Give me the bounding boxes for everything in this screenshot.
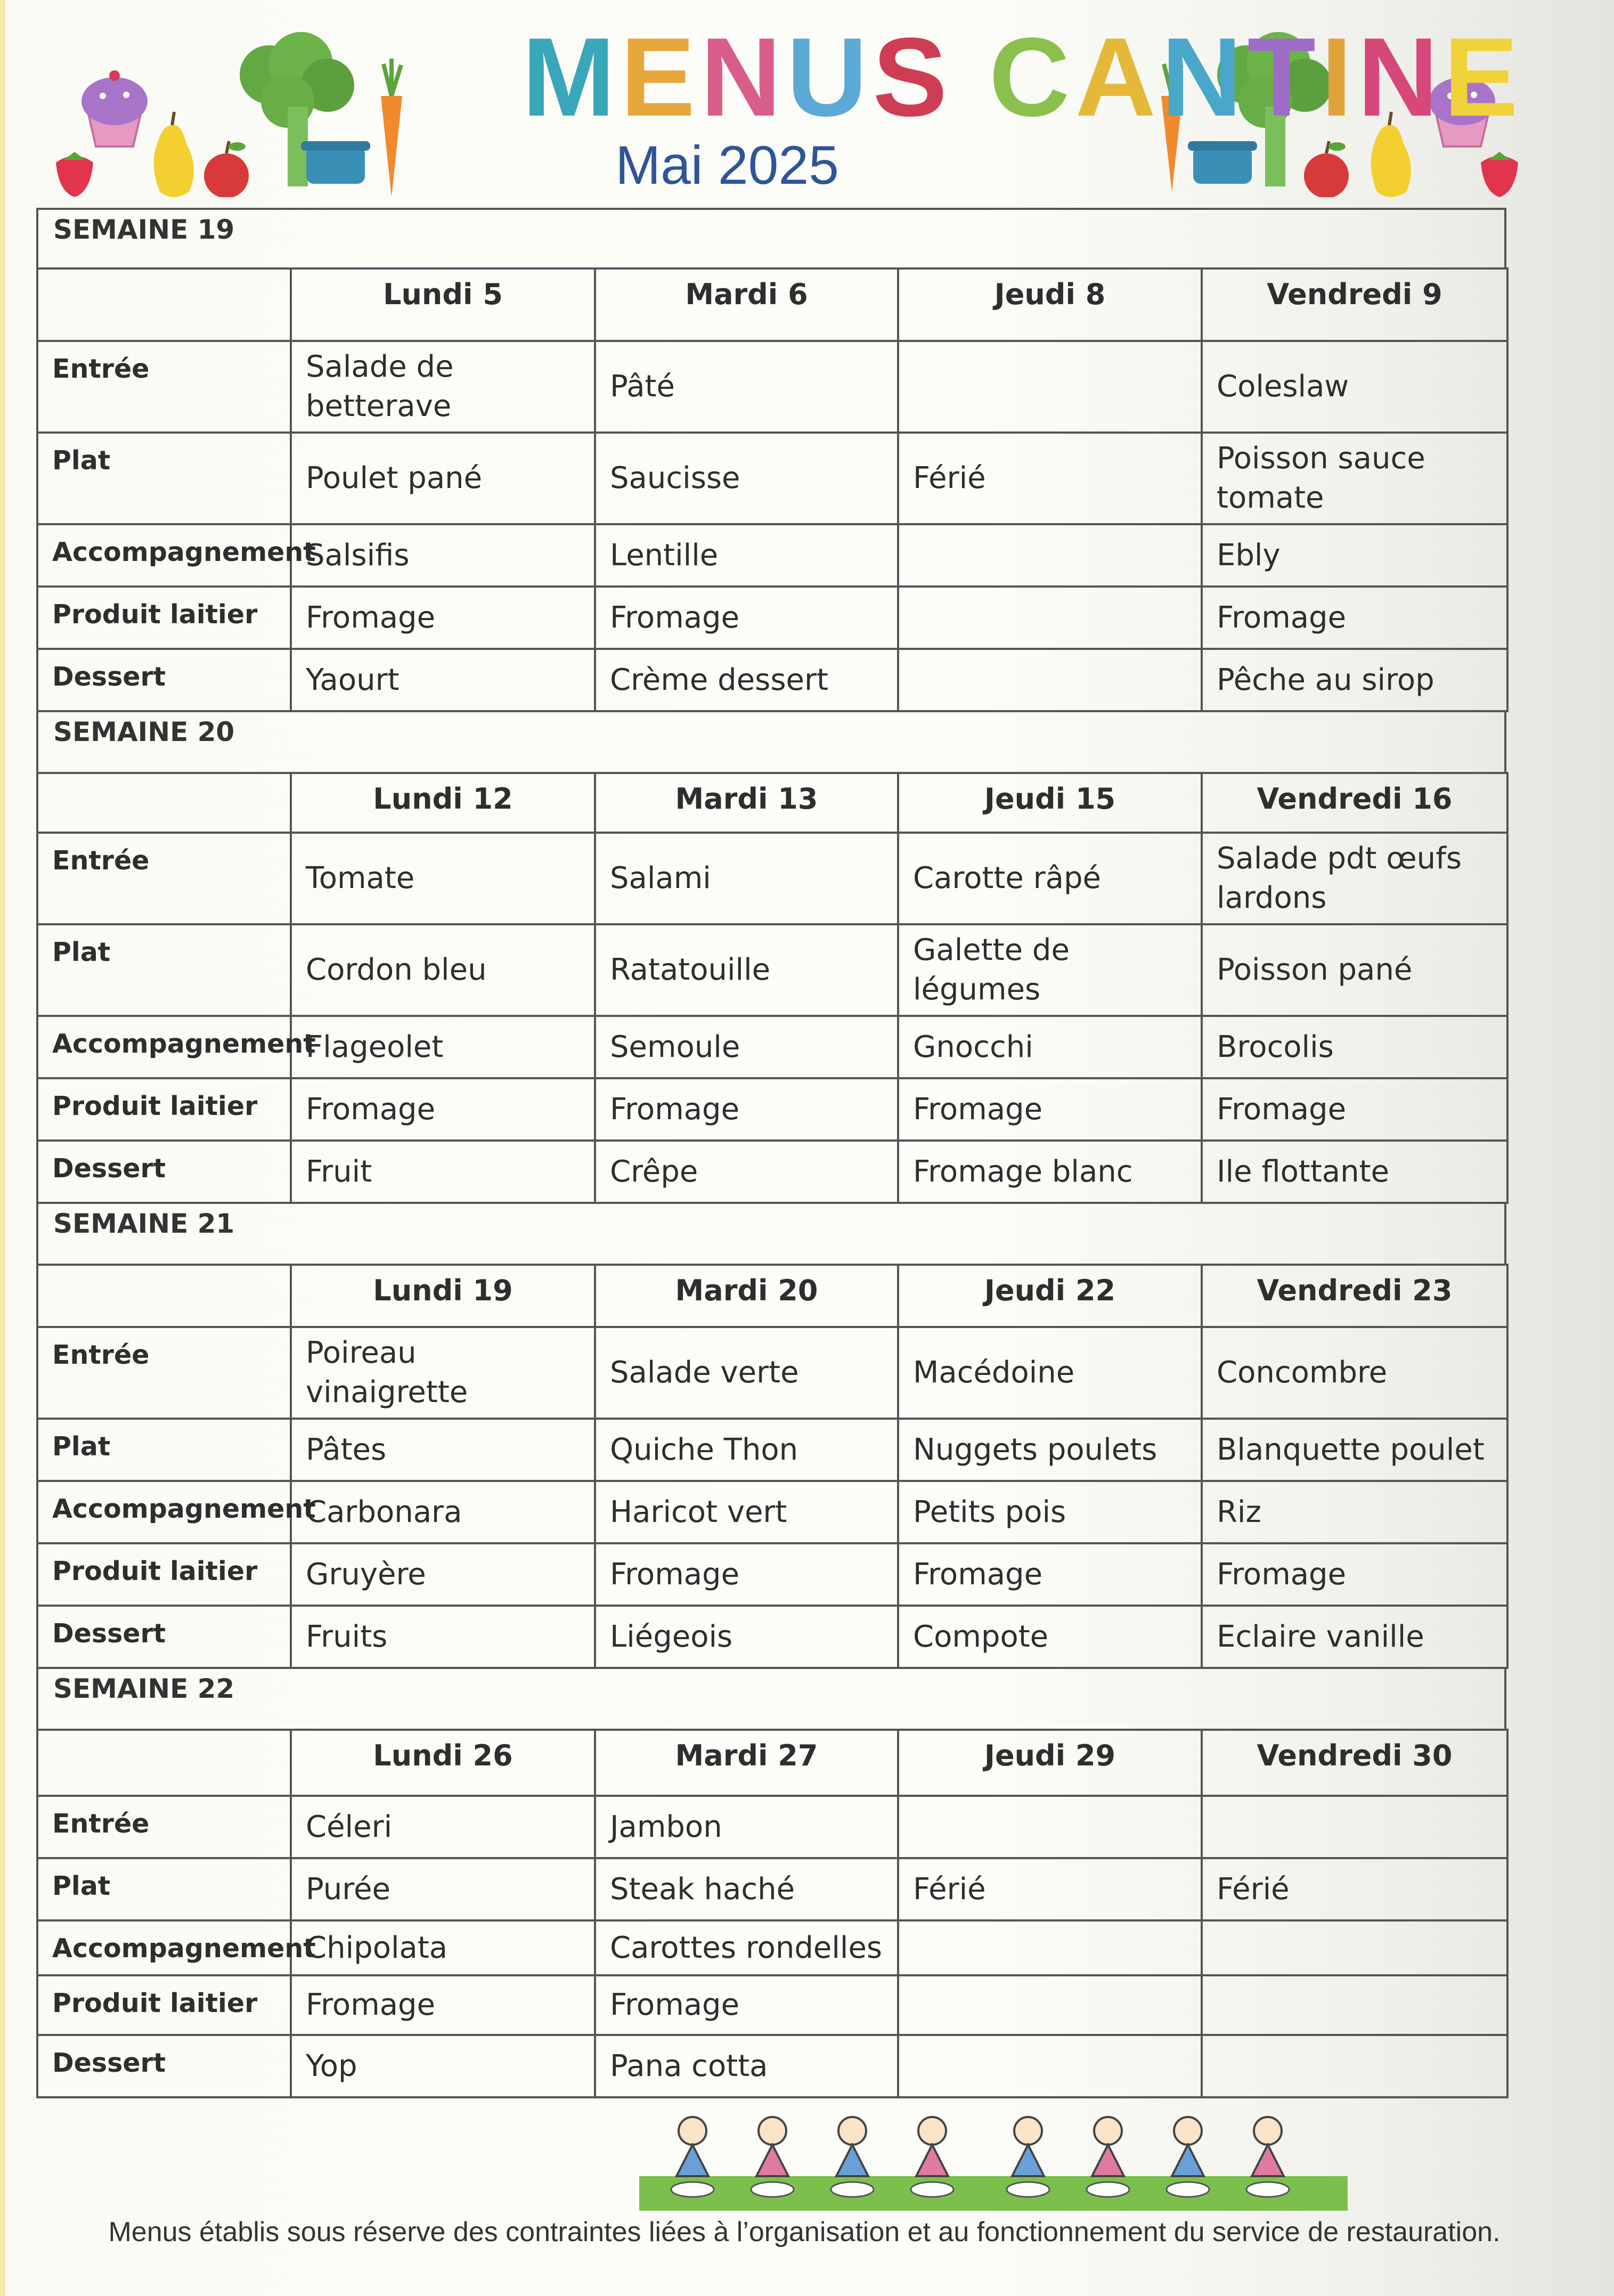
row-label: Produit laitier — [37, 1543, 291, 1606]
menu-cell: Purée — [291, 1858, 595, 1920]
menu-table — [36, 1729, 1509, 2098]
plate-icon — [1167, 2182, 1209, 2197]
menu-cell: Yop — [291, 2035, 595, 2097]
row-label: Accompagnement — [37, 1481, 291, 1543]
day-header: Vendredi 9 — [1202, 268, 1507, 341]
row-label: Plat — [37, 924, 291, 1016]
table-row — [37, 833, 1507, 924]
menu-cell: Fromage — [1202, 1543, 1507, 1606]
menu-cell — [898, 341, 1202, 433]
week-21 — [36, 1204, 1506, 1669]
corner-cell — [37, 1730, 291, 1796]
menu-cell — [1202, 1920, 1507, 1975]
child-icon — [836, 2117, 868, 2176]
menu-table — [36, 267, 1509, 712]
plate-icon — [1087, 2182, 1129, 2197]
menu-cell: Fromage — [291, 1078, 595, 1141]
day-header: Lundi 12 — [291, 773, 595, 833]
child-icon — [1012, 2117, 1044, 2176]
day-header: Lundi 26 — [291, 1730, 595, 1796]
menu-cell: Salade pdt œufs lardons — [1202, 833, 1507, 924]
apple-icon — [204, 141, 249, 197]
table-row — [37, 1920, 1507, 1975]
menu-cell: Semoule — [595, 1016, 898, 1078]
table-row — [37, 2035, 1507, 2097]
menu-cell: Nuggets poulets — [898, 1419, 1202, 1481]
menu-cell: Pâtes — [291, 1419, 595, 1481]
menu-cell: Haricot vert — [595, 1481, 898, 1543]
day-header-row — [37, 1265, 1507, 1327]
menu-cell: Fromage — [291, 587, 595, 649]
menu-cell: Ile flottante — [1202, 1141, 1507, 1203]
row-label: Produit laitier — [37, 1975, 291, 2035]
title-letter: M — [522, 14, 621, 140]
title-letter: C — [989, 14, 1075, 140]
menu-cell: Petits pois — [898, 1481, 1202, 1543]
day-header: Jeudi 22 — [898, 1265, 1202, 1327]
table-row — [37, 1327, 1507, 1419]
day-header: Vendredi 16 — [1202, 773, 1507, 833]
pot-icon — [1188, 141, 1257, 184]
table-row — [37, 1796, 1507, 1858]
child-icon — [756, 2117, 788, 2176]
table-row — [37, 1858, 1507, 1920]
menu-cell: Ebly — [1202, 524, 1507, 587]
week-label: SEMAINE 20 — [36, 712, 1506, 772]
menu-cell: Flageolet — [291, 1016, 595, 1078]
menu-cell: Férié — [1202, 1858, 1507, 1920]
menu-cell: Poulet pané — [291, 433, 595, 524]
menu-tables — [36, 208, 1506, 2098]
menu-cell: Riz — [1202, 1481, 1507, 1543]
week-label: SEMAINE 22 — [36, 1669, 1506, 1729]
menu-cell: Carbonara — [291, 1481, 595, 1543]
day-header: Jeudi 29 — [898, 1730, 1202, 1796]
row-label: Accompagnement — [37, 1016, 291, 1078]
child-icon — [1252, 2117, 1284, 2176]
corner-cell — [37, 773, 291, 833]
menu-cell: Yaourt — [291, 649, 595, 711]
plate-icon — [911, 2182, 953, 2197]
menu-cell: Salsifis — [291, 524, 595, 587]
menu-cell: Chipolata — [291, 1920, 595, 1975]
plate-icon — [751, 2182, 794, 2197]
menu-cell: Fromage — [595, 1543, 898, 1606]
row-label: Dessert — [37, 2035, 291, 2097]
title-letter: N — [1161, 14, 1248, 140]
table-row — [37, 524, 1507, 587]
title-letter — [952, 21, 989, 133]
menu-cell: Coleslaw — [1202, 341, 1507, 433]
menu-cell: Cordon bleu — [291, 924, 595, 1016]
child-icon — [1172, 2117, 1204, 2176]
strawberry-icon — [1481, 152, 1518, 197]
menu-cell: Ratatouille — [595, 924, 898, 1016]
menu-cell: Fromage — [1202, 587, 1507, 649]
table-row — [37, 924, 1507, 1016]
menu-table — [36, 772, 1509, 1204]
menu-cell: Quiche Thon — [595, 1419, 898, 1481]
menu-cell: Fromage — [595, 1975, 898, 2035]
menu-cell: Brocolis — [1202, 1016, 1507, 1078]
menu-cell: Salade de betterave — [291, 341, 595, 433]
menu-cell: Férié — [898, 1858, 1202, 1920]
table-row — [37, 341, 1507, 433]
week-19 — [36, 208, 1506, 712]
menu-cell — [898, 2035, 1202, 2097]
title-letter: S — [873, 14, 953, 140]
table-row — [37, 1078, 1507, 1141]
cupcake-icon — [81, 70, 148, 146]
row-label: Accompagnement — [37, 524, 291, 587]
title-letter: A — [1075, 14, 1162, 140]
menu-cell: Céleri — [291, 1796, 595, 1858]
title-letter: N — [1357, 14, 1444, 140]
title-letter: E — [620, 14, 701, 140]
table-row — [37, 1141, 1507, 1203]
menu-cell: Fromage — [291, 1975, 595, 2035]
menu-cell: Liégeois — [595, 1606, 898, 1668]
day-header: Jeudi 15 — [898, 773, 1202, 833]
title-letter: I — [1321, 14, 1358, 140]
menu-cell: Férié — [898, 433, 1202, 524]
pear-icon — [154, 112, 194, 197]
week-20 — [36, 712, 1506, 1204]
child-icon — [916, 2117, 948, 2176]
pot-icon — [301, 141, 370, 184]
title-letter: U — [786, 14, 873, 140]
plate-icon — [1246, 2182, 1289, 2197]
menu-cell: Concombre — [1202, 1327, 1507, 1419]
day-header: Lundi 19 — [291, 1265, 595, 1327]
menu-cell: Blanquette poulet — [1202, 1419, 1507, 1481]
table-icon — [639, 2176, 1348, 2211]
row-label: Plat — [37, 1858, 291, 1920]
footer-note: Menus établis sous réserve des contraintes liées à l’organisation et au fonctionnement du service de restauration. — [108, 2217, 1501, 2248]
menu-cell: Pêche au sirop — [1202, 649, 1507, 711]
menu-cell: Gruyère — [291, 1543, 595, 1606]
table-row — [37, 433, 1507, 524]
menu-cell: Carottes rondelles — [595, 1920, 898, 1975]
menu-cell: Compote — [898, 1606, 1202, 1668]
row-label: Produit laitier — [37, 1078, 291, 1141]
row-label: Produit laitier — [37, 587, 291, 649]
menu-cell: Fromage — [898, 1078, 1202, 1141]
table-row — [37, 587, 1507, 649]
menu-cell: Salade verte — [595, 1327, 898, 1419]
menu-cell: Fromage — [595, 1078, 898, 1141]
title-letter: T — [1247, 14, 1322, 140]
week-label: SEMAINE 19 — [36, 208, 1506, 267]
menu-cell: Fromage — [595, 587, 898, 649]
table-row — [37, 1975, 1507, 2035]
title-letter: N — [700, 14, 787, 140]
menu-cell — [898, 1796, 1202, 1858]
day-header: Mardi 6 — [595, 268, 898, 341]
row-label: Entrée — [37, 1796, 291, 1858]
day-header-row — [37, 773, 1507, 833]
row-label: Dessert — [37, 1141, 291, 1203]
plate-icon — [831, 2182, 874, 2197]
menu-cell: Fromage — [1202, 1078, 1507, 1141]
child-icon — [1092, 2117, 1124, 2176]
row-label: Plat — [37, 433, 291, 524]
menu-cell — [1202, 1796, 1507, 1858]
menu-cell: Steak haché — [595, 1858, 898, 1920]
menu-cell: Pana cotta — [595, 2035, 898, 2097]
child-icon — [676, 2117, 708, 2176]
menu-cell: Poisson pané — [1202, 924, 1507, 1016]
menu-cell: Fruits — [291, 1606, 595, 1668]
menu-cell: Poisson sauce tomate — [1202, 433, 1507, 524]
menu-cell: Crêpe — [595, 1141, 898, 1203]
row-label: Accompagnement — [37, 1920, 291, 1975]
row-label: Dessert — [37, 1606, 291, 1668]
menu-cell — [898, 524, 1202, 587]
menu-cell — [898, 587, 1202, 649]
children-at-table-illustration — [639, 2110, 1348, 2211]
carrot-icon — [381, 59, 402, 197]
apple-icon — [1304, 141, 1349, 197]
menu-cell — [1202, 2035, 1507, 2097]
strawberry-icon — [56, 152, 93, 197]
menu-cell: Eclaire vanille — [1202, 1606, 1507, 1668]
menu-cell: Fromage blanc — [898, 1141, 1202, 1203]
menu-cell: Poireau vinaigrette — [291, 1327, 595, 1419]
row-label: Entrée — [37, 341, 291, 433]
row-label: Dessert — [37, 649, 291, 711]
menu-cell: Galette de légumes — [898, 924, 1202, 1016]
table-row — [37, 1419, 1507, 1481]
menu-cell: Carotte râpé — [898, 833, 1202, 924]
day-header: Mardi 27 — [595, 1730, 898, 1796]
food-illustration-left — [51, 32, 434, 197]
menu-cell: Gnocchi — [898, 1016, 1202, 1078]
page-title — [522, 14, 1524, 140]
day-header-row — [37, 268, 1507, 341]
day-header: Jeudi 8 — [898, 268, 1202, 341]
menu-cell — [898, 1920, 1202, 1975]
row-label: Entrée — [37, 1327, 291, 1419]
day-header-row — [37, 1730, 1507, 1796]
menu-cell: Crème dessert — [595, 649, 898, 711]
week-22 — [36, 1669, 1506, 2098]
table-row — [37, 1016, 1507, 1078]
menu-cell — [898, 649, 1202, 711]
plate-icon — [1007, 2182, 1049, 2197]
day-header: Mardi 13 — [595, 773, 898, 833]
day-header: Lundi 5 — [291, 268, 595, 341]
week-label: SEMAINE 21 — [36, 1204, 1506, 1264]
day-header: Vendredi 30 — [1202, 1730, 1507, 1796]
table-row — [37, 649, 1507, 711]
menu-cell — [898, 1975, 1202, 2035]
menu-cell: Fruit — [291, 1141, 595, 1203]
menu-cell: Fromage — [898, 1543, 1202, 1606]
menu-cell: Macédoine — [898, 1327, 1202, 1419]
menu-cell — [1202, 1975, 1507, 2035]
row-label: Plat — [37, 1419, 291, 1481]
menu-cell: Tomate — [291, 833, 595, 924]
day-header: Mardi 20 — [595, 1265, 898, 1327]
page-edge — [0, 0, 5, 2296]
plate-icon — [671, 2182, 714, 2197]
row-label: Entrée — [37, 833, 291, 924]
table-row — [37, 1481, 1507, 1543]
menu-cell: Salami — [595, 833, 898, 924]
table-row — [37, 1543, 1507, 1606]
menu-cell: Saucisse — [595, 433, 898, 524]
menu-cell: Jambon — [595, 1796, 898, 1858]
table-row — [37, 1606, 1507, 1668]
title-letter: E — [1444, 14, 1524, 140]
day-header: Vendredi 23 — [1202, 1265, 1507, 1327]
page-subtitle: Mai 2025 — [615, 135, 839, 196]
menu-cell: Pâté — [595, 341, 898, 433]
corner-cell — [37, 1265, 291, 1327]
menu-cell: Lentille — [595, 524, 898, 587]
menu-table — [36, 1264, 1509, 1669]
corner-cell — [37, 268, 291, 341]
